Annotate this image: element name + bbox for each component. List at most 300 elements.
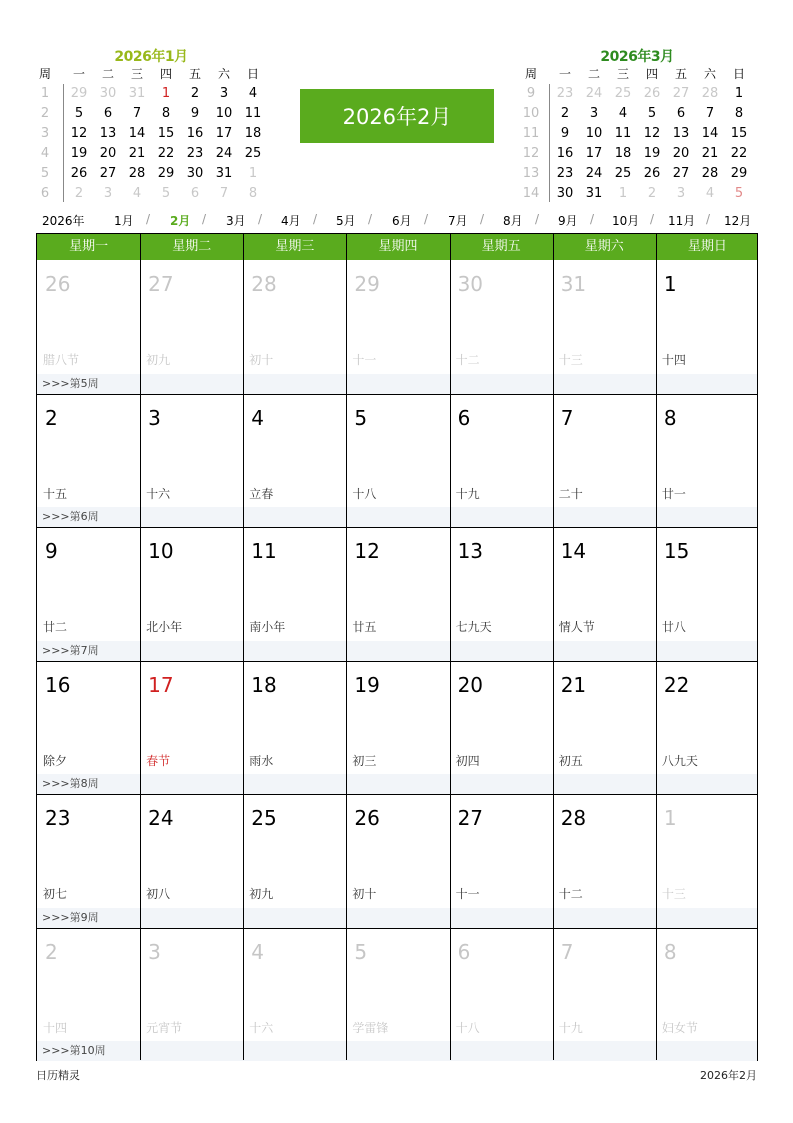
- mini-day[interactable]: 2: [190, 86, 200, 101]
- month-separator: /: [535, 212, 540, 226]
- lunar-label: 十二: [455, 353, 480, 367]
- day-cell[interactable]: [140, 794, 243, 928]
- month-separator: /: [258, 212, 263, 226]
- day-number: 8: [663, 939, 677, 964]
- day-number: 28: [251, 272, 277, 296]
- mini-week-number: 11: [522, 126, 540, 141]
- lunar-label: 初三: [352, 753, 377, 768]
- day-number: 29: [354, 272, 380, 296]
- mini-day[interactable]: 19: [70, 146, 88, 161]
- mini-day[interactable]: 6: [190, 186, 200, 201]
- lunar-label: 除夕: [43, 753, 68, 768]
- day-cell[interactable]: [140, 928, 243, 1062]
- month-link-1[interactable]: 1月: [114, 214, 134, 228]
- day-cell[interactable]: [656, 394, 759, 528]
- day-number: 13: [457, 539, 484, 563]
- lunar-label: 十九: [558, 1020, 583, 1035]
- lunar-label: 立春: [249, 486, 274, 501]
- day-cell[interactable]: [37, 794, 140, 928]
- column-divider: [656, 234, 657, 1060]
- footer-month: 2026年2月: [700, 1069, 757, 1082]
- weekday-header: 星期六: [584, 239, 624, 254]
- day-cell[interactable]: [243, 661, 346, 795]
- month-link-9[interactable]: 9月: [558, 214, 578, 228]
- day-cell[interactable]: [656, 661, 759, 795]
- day-cell[interactable]: [553, 260, 656, 394]
- mini-day[interactable]: 17: [215, 126, 233, 141]
- weekday-header-row: [37, 234, 757, 260]
- day-cell[interactable]: [243, 260, 346, 394]
- mini-week-number: 14: [522, 186, 540, 201]
- mini-week-row: [36, 184, 266, 204]
- mini-day[interactable]: 18: [614, 146, 632, 161]
- day-number: 31: [560, 272, 587, 296]
- row-divider: [37, 527, 757, 528]
- mini-day[interactable]: 28: [701, 166, 719, 181]
- lunar-label: 南小年: [249, 620, 286, 634]
- mini-weekday-header: 一: [558, 67, 571, 81]
- lunar-label: 初十: [249, 353, 274, 367]
- lunar-label: 十四: [43, 1020, 68, 1035]
- day-number: 21: [560, 672, 587, 697]
- mini-day[interactable]: 25: [614, 86, 632, 101]
- day-cell[interactable]: [346, 661, 449, 795]
- mini-day[interactable]: 16: [186, 126, 204, 141]
- mini-week-row: [522, 144, 752, 164]
- mini-day[interactable]: 26: [643, 86, 661, 101]
- day-number: 1: [663, 806, 677, 830]
- mini-day[interactable]: 26: [70, 166, 88, 181]
- month-separator: /: [424, 212, 429, 226]
- week-number-label: >>>第6周: [42, 510, 99, 523]
- day-cell[interactable]: [346, 928, 449, 1062]
- lunar-label: 初九: [146, 353, 171, 367]
- mini-day[interactable]: 1: [161, 86, 171, 101]
- mini-week-number: 13: [522, 166, 540, 181]
- lunar-label: 初七: [43, 887, 68, 901]
- week-row: [37, 394, 757, 528]
- day-cell[interactable]: [346, 260, 449, 394]
- mini-day[interactable]: 17: [585, 146, 603, 161]
- mini-day[interactable]: 24: [215, 146, 233, 161]
- day-number: 23: [45, 806, 71, 830]
- mini-week-row: [36, 84, 266, 104]
- day-number: 27: [148, 272, 174, 296]
- day-number: 1: [663, 272, 677, 296]
- mini-day[interactable]: 20: [99, 146, 117, 161]
- day-number: 2: [45, 405, 58, 430]
- mini-day[interactable]: 23: [556, 86, 574, 101]
- day-cell[interactable]: [243, 794, 346, 928]
- day-number: 9: [45, 539, 58, 563]
- mini-day[interactable]: 22: [730, 146, 748, 161]
- mini-day[interactable]: 31: [215, 166, 233, 181]
- week-number-label: >>>第8周: [42, 777, 99, 790]
- month-link-5[interactable]: 5月: [336, 214, 356, 228]
- mini-week-row: [36, 124, 266, 144]
- lunar-label: 十三: [558, 353, 583, 367]
- day-number: 18: [251, 672, 277, 697]
- mini-weekday-header: 周: [524, 67, 537, 81]
- day-cell[interactable]: [346, 394, 449, 528]
- mini-day[interactable]: 3: [103, 186, 113, 201]
- day-cell[interactable]: [243, 928, 346, 1062]
- week-row: [37, 661, 757, 795]
- mini-day[interactable]: 7: [132, 106, 142, 121]
- mini-day[interactable]: 4: [618, 106, 628, 121]
- row-divider: [37, 661, 757, 662]
- day-cell[interactable]: [37, 661, 140, 795]
- weekday-header: 星期四: [378, 239, 418, 254]
- week-row: [37, 928, 757, 1062]
- day-cell[interactable]: [37, 527, 140, 661]
- mini-day[interactable]: 1: [734, 86, 744, 101]
- day-cell[interactable]: [140, 527, 243, 661]
- column-divider: [450, 234, 451, 1060]
- mini-day[interactable]: 9: [190, 106, 200, 121]
- mini-day[interactable]: 5: [647, 106, 657, 121]
- mini-week-number: 6: [40, 186, 50, 201]
- lunar-label: 初四: [455, 753, 480, 768]
- day-number: 2: [45, 939, 58, 964]
- week-number-label: >>>第10周: [42, 1044, 106, 1057]
- month-link-6[interactable]: 6月: [392, 214, 412, 228]
- month-link-2[interactable]: 2月: [170, 214, 191, 228]
- year-label: 2026年: [42, 214, 85, 228]
- month-navigation: [36, 212, 758, 230]
- day-cell[interactable]: [656, 794, 759, 928]
- month-separator: /: [650, 212, 655, 226]
- month-link-8[interactable]: 8月: [503, 214, 523, 228]
- lunar-label: 十八: [455, 1020, 480, 1035]
- month-grid: [36, 233, 758, 1061]
- day-cell[interactable]: [140, 661, 243, 795]
- month-link-10[interactable]: 10月: [612, 214, 640, 228]
- mini-day[interactable]: 5: [161, 186, 171, 201]
- day-cell[interactable]: [450, 794, 553, 928]
- lunar-label: 初九: [249, 887, 274, 901]
- lunar-label: 七九天: [455, 620, 492, 634]
- lunar-label: 十六: [249, 1020, 274, 1035]
- column-divider: [243, 234, 244, 1060]
- lunar-label: 廿五: [352, 620, 377, 634]
- mini-day[interactable]: 23: [186, 146, 204, 161]
- mini-day[interactable]: 27: [672, 86, 690, 101]
- week-number-label: >>>第7周: [42, 643, 99, 657]
- day-number: 26: [45, 272, 71, 296]
- day-cell[interactable]: [243, 394, 346, 528]
- mini-day[interactable]: 22: [157, 146, 175, 161]
- mini-day[interactable]: 2: [647, 186, 657, 201]
- lunar-label: 情人节: [558, 620, 595, 634]
- mini-week-number: 9: [526, 86, 536, 101]
- lunar-label: 廿一: [661, 486, 686, 501]
- mini-week-number: 1: [40, 86, 50, 101]
- mini-day[interactable]: 28: [128, 166, 146, 181]
- month-separator: /: [368, 212, 373, 226]
- lunar-label: 二十: [558, 486, 583, 501]
- day-number: 17: [148, 672, 174, 697]
- lunar-label: 十六: [146, 486, 171, 501]
- mini-day[interactable]: 27: [672, 166, 690, 181]
- mini-day[interactable]: 10: [585, 126, 603, 141]
- day-cell[interactable]: [140, 394, 243, 528]
- day-cell[interactable]: [346, 527, 449, 661]
- mini-day[interactable]: 23: [556, 166, 574, 181]
- mini-day[interactable]: 3: [676, 186, 686, 201]
- mini-day[interactable]: 11: [244, 106, 262, 121]
- mini-day[interactable]: 21: [701, 146, 719, 161]
- lunar-label: 十八: [352, 486, 377, 501]
- day-cell[interactable]: [450, 928, 553, 1062]
- month-title-banner: 2026年2月: [300, 89, 494, 143]
- weekday-header: 星期二: [172, 239, 212, 254]
- mini-day[interactable]: 12: [643, 126, 661, 141]
- day-number: 25: [251, 806, 277, 830]
- day-number: 24: [148, 806, 174, 830]
- day-cell[interactable]: [450, 527, 553, 661]
- month-separator: /: [590, 212, 595, 226]
- lunar-label: 十一: [352, 353, 377, 367]
- mini-weekday-header: 五: [674, 67, 687, 81]
- day-number: 20: [457, 672, 484, 697]
- month-link-7[interactable]: 7月: [448, 214, 468, 228]
- mini-calendar-header: [522, 66, 752, 82]
- month-separator: /: [202, 212, 207, 226]
- day-number: 15: [663, 539, 690, 563]
- mini-day[interactable]: 6: [676, 106, 686, 121]
- day-cell[interactable]: [553, 661, 656, 795]
- mini-day[interactable]: 2: [74, 186, 84, 201]
- mini-day[interactable]: 8: [161, 106, 171, 121]
- mini-day[interactable]: 20: [672, 146, 690, 161]
- mini-day[interactable]: 24: [585, 86, 603, 101]
- column-divider: [140, 234, 141, 1060]
- mini-day[interactable]: 21: [128, 146, 146, 161]
- day-cell[interactable]: [37, 394, 140, 528]
- day-number: 3: [148, 939, 161, 964]
- mini-day[interactable]: 24: [585, 166, 603, 181]
- mini-day[interactable]: 29: [157, 166, 175, 181]
- mini-weekday-header: 三: [130, 67, 143, 81]
- day-cell[interactable]: [553, 527, 656, 661]
- day-number: 4: [251, 939, 265, 964]
- mini-day[interactable]: 14: [701, 126, 719, 141]
- week-row: [37, 260, 757, 394]
- mini-day[interactable]: 31: [585, 186, 603, 201]
- mini-weekday-header: 二: [101, 67, 114, 81]
- mini-day[interactable]: 27: [99, 166, 117, 181]
- weekday-header: 星期日: [687, 239, 727, 254]
- mini-day[interactable]: 7: [219, 186, 229, 201]
- mini-day[interactable]: 25: [244, 146, 262, 161]
- mini-weekday-header: 二: [587, 67, 600, 81]
- mini-day[interactable]: 30: [186, 166, 204, 181]
- day-cell[interactable]: [450, 661, 553, 795]
- lunar-label: 十二: [558, 887, 583, 901]
- lunar-label: 廿八: [661, 620, 686, 634]
- day-number: 16: [45, 672, 71, 697]
- mini-week-row: [522, 164, 752, 184]
- day-cell[interactable]: [37, 260, 140, 394]
- mini-calendar-header: [36, 66, 266, 82]
- mini-week-row: [522, 124, 752, 144]
- mini-day[interactable]: 8: [248, 186, 258, 201]
- mini-week-row: [36, 164, 266, 184]
- lunar-label: 十三: [661, 887, 686, 901]
- mini-weekday-header: 一: [72, 67, 85, 81]
- mini-week-row: [36, 144, 266, 164]
- mini-day[interactable]: 13: [99, 126, 117, 141]
- lunar-label: 妇女节: [661, 1020, 698, 1035]
- mini-calendar-rows: [36, 84, 266, 204]
- mini-day[interactable]: 1: [248, 166, 258, 181]
- row-divider: [37, 928, 757, 929]
- mini-week-number: 3: [40, 126, 50, 141]
- mini-day[interactable]: 3: [589, 106, 599, 121]
- day-number: 26: [354, 806, 380, 830]
- day-number: 19: [354, 672, 380, 697]
- mini-day[interactable]: 16: [556, 146, 574, 161]
- mini-calendar-title: 2026年3月: [600, 49, 674, 65]
- mini-day[interactable]: 5: [74, 106, 84, 121]
- mini-weekday-header: 六: [217, 67, 230, 81]
- day-cell[interactable]: [243, 527, 346, 661]
- mini-day[interactable]: 4: [705, 186, 715, 201]
- mini-day[interactable]: 29: [730, 166, 748, 181]
- day-cell[interactable]: [553, 794, 656, 928]
- lunar-label: 初五: [558, 753, 583, 768]
- lunar-label: 元宵节: [146, 1020, 183, 1035]
- day-number: 27: [457, 806, 484, 830]
- mini-day[interactable]: 31: [128, 86, 146, 101]
- mini-day[interactable]: 9: [560, 126, 570, 141]
- mini-calendar-title: 2026年1月: [114, 49, 188, 65]
- month-separator: /: [313, 212, 318, 226]
- day-cell[interactable]: [656, 260, 759, 394]
- mini-week-row: [522, 84, 752, 104]
- mini-day[interactable]: 28: [701, 86, 719, 101]
- mini-week-row: [522, 184, 752, 204]
- lunar-label: 廿二: [43, 620, 68, 634]
- mini-day[interactable]: 18: [244, 126, 262, 141]
- lunar-label: 十一: [455, 887, 480, 901]
- mini-day[interactable]: 11: [614, 126, 632, 141]
- day-cell[interactable]: [346, 794, 449, 928]
- mini-week-number: 2: [40, 106, 50, 121]
- mini-week-row: [522, 104, 752, 124]
- mini-day[interactable]: 8: [734, 106, 744, 121]
- mini-day[interactable]: 2: [560, 106, 570, 121]
- month-separator: /: [706, 212, 711, 226]
- mini-day[interactable]: 19: [643, 146, 661, 161]
- month-separator: /: [146, 212, 151, 226]
- day-number: 30: [457, 272, 484, 296]
- day-number: 22: [663, 672, 690, 697]
- day-number: 6: [457, 405, 471, 430]
- mini-day[interactable]: 29: [70, 86, 88, 101]
- day-number: 14: [560, 539, 587, 563]
- mini-day[interactable]: 30: [99, 86, 117, 101]
- mini-day[interactable]: 7: [705, 106, 715, 121]
- mini-day[interactable]: 4: [248, 86, 258, 101]
- day-cell[interactable]: [553, 394, 656, 528]
- mini-day[interactable]: 1: [618, 186, 628, 201]
- month-separator: /: [480, 212, 485, 226]
- lunar-label: 十九: [455, 486, 480, 501]
- day-number: 7: [560, 939, 574, 964]
- month-link-3[interactable]: 3月: [226, 214, 246, 228]
- mini-day[interactable]: 5: [734, 186, 744, 201]
- day-number: 3: [148, 405, 161, 430]
- month-link-11[interactable]: 11月: [668, 214, 696, 228]
- mini-weekday-header: 四: [645, 67, 658, 81]
- mini-weekday-header: 日: [246, 67, 259, 81]
- mini-weekday-header: 三: [616, 67, 629, 81]
- mini-day[interactable]: 14: [128, 126, 146, 141]
- mini-day[interactable]: 15: [157, 126, 175, 141]
- day-cell[interactable]: [656, 527, 759, 661]
- day-cell[interactable]: [656, 928, 759, 1062]
- mini-week-number: 10: [522, 106, 540, 121]
- mini-day[interactable]: 6: [103, 106, 113, 121]
- day-number: 5: [354, 405, 368, 430]
- lunar-label: 初八: [146, 887, 171, 901]
- mini-day[interactable]: 15: [730, 126, 748, 141]
- mini-day[interactable]: 13: [672, 126, 690, 141]
- day-cell[interactable]: [140, 260, 243, 394]
- week-number-label: >>>第9周: [42, 910, 99, 924]
- mini-day[interactable]: 30: [556, 186, 574, 201]
- lunar-label: 初十: [352, 887, 377, 901]
- mini-day[interactable]: 26: [643, 166, 661, 181]
- day-cell[interactable]: [450, 394, 553, 528]
- mini-week-row: [36, 104, 266, 124]
- day-number: 4: [251, 405, 265, 430]
- day-cell[interactable]: [37, 928, 140, 1062]
- row-divider: [37, 794, 757, 795]
- day-number: 8: [663, 405, 677, 430]
- day-number: 12: [354, 539, 380, 563]
- weekday-header: 星期三: [275, 239, 315, 254]
- day-number: 11: [251, 539, 277, 563]
- mini-calendar-rows: [522, 84, 752, 204]
- lunar-label: 腊八节: [43, 353, 80, 367]
- mini-week-number: 5: [40, 166, 50, 181]
- lunar-label: 十四: [661, 353, 686, 367]
- mini-day[interactable]: 25: [614, 166, 632, 181]
- day-number: 28: [560, 806, 587, 830]
- mini-week-number: 12: [522, 146, 540, 161]
- day-cell[interactable]: [553, 928, 656, 1062]
- mini-day[interactable]: 12: [70, 126, 88, 141]
- lunar-label: 春节: [146, 753, 171, 768]
- month-link-4[interactable]: 4月: [281, 214, 301, 228]
- weekday-header: 星期五: [481, 239, 521, 254]
- day-number: 7: [560, 405, 574, 430]
- mini-week-number: 4: [40, 146, 50, 161]
- lunar-label: 十五: [43, 486, 68, 501]
- mini-day[interactable]: 3: [219, 86, 229, 101]
- mini-day[interactable]: 10: [215, 106, 233, 121]
- day-cell[interactable]: [450, 260, 553, 394]
- weekday-header: 星期一: [69, 239, 109, 254]
- lunar-label: 八九天: [661, 753, 698, 768]
- week-row: [37, 794, 757, 928]
- month-link-12[interactable]: 12月: [724, 214, 752, 228]
- day-number: 5: [354, 939, 368, 964]
- mini-day[interactable]: 4: [132, 186, 142, 201]
